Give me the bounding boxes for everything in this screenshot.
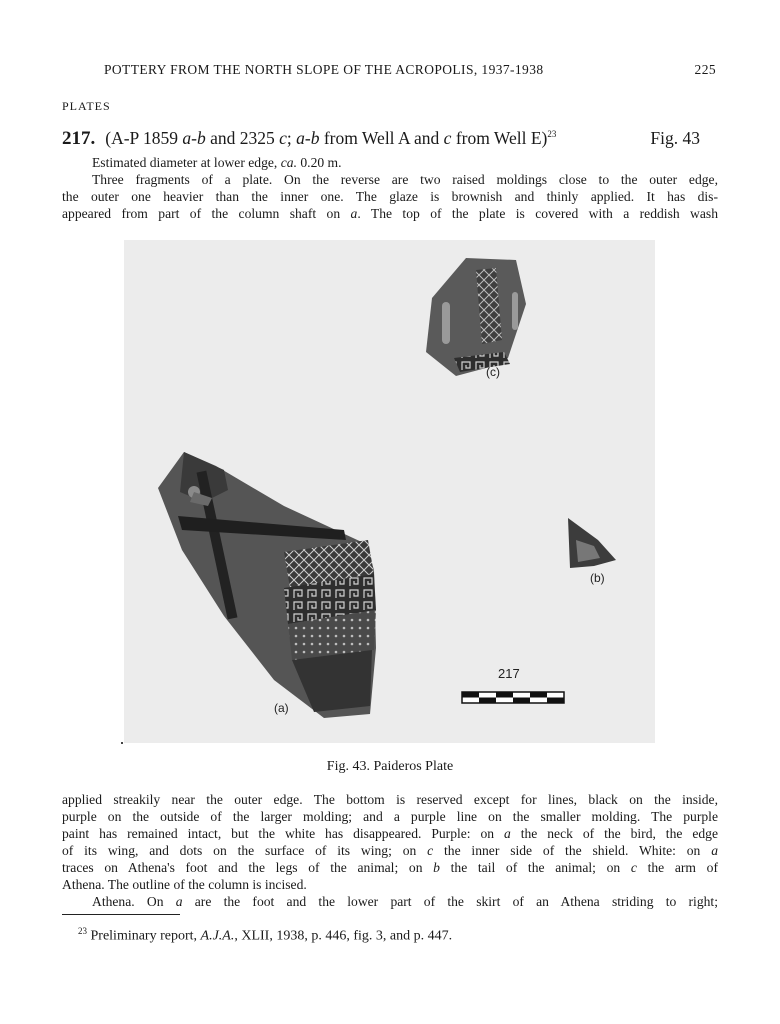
text-italic: c — [427, 843, 434, 858]
figure-photograph — [124, 240, 655, 743]
text-run: Athena. On — [92, 894, 176, 909]
text-line — [62, 842, 718, 859]
text-run: . The top of the plate is covered with a reddish wash — [357, 206, 718, 221]
plate-corner-mark — [121, 742, 123, 744]
footnote-text: , XLII, 1938, p. 446, fig. 3, and p. 447. — [234, 928, 453, 944]
text-italic: a — [504, 826, 511, 841]
fragment-a — [158, 452, 376, 718]
text-run: paint has remained intact, but the white has disappeared. Purple: on — [62, 826, 505, 841]
plate-fragments-photo — [124, 240, 655, 743]
text-run: the neck of the bird, the edge — [510, 826, 718, 841]
footnote-ref[interactable]: 23 — [547, 129, 557, 140]
text-run: the arm of — [636, 860, 718, 875]
label-a: (a) — [274, 701, 289, 715]
text-run: of its wing, and dots on the surface of its wing; on — [62, 843, 428, 858]
text-line: applied streakily near the outer edge. The bottom is reserved except for lines, black on the inside, — [62, 792, 718, 807]
text-italic: a — [711, 843, 718, 858]
label-c: (c) — [486, 365, 500, 379]
text-run: 0.20 m. — [296, 155, 342, 170]
text-italic: c — [630, 860, 637, 875]
section-label: PLATES — [62, 99, 111, 113]
footnote-rule — [62, 914, 180, 915]
footnote-number: 23 — [78, 926, 87, 936]
running-head-title: POTTERY FROM THE NORTH SLOPE OF THE ACROPOLIS, 1937-1938 — [104, 62, 544, 77]
text-italic: a — [350, 206, 358, 221]
heading-part: ; — [286, 128, 297, 148]
text-run: Estimated diameter at lower edge, — [92, 155, 281, 170]
text-line: Three fragments of a plate. On the reverse are two raised moldings close to the outer edge, — [92, 172, 718, 187]
heading-part: from Well A and — [319, 128, 444, 148]
text-line: the outer one heavier than the inner one. The glaze is brownish and thinly applied. It has dis- — [62, 189, 718, 204]
paragraph-description — [62, 154, 718, 222]
label-number: 217 — [498, 666, 520, 681]
footnote-journal: A.J.A. — [200, 928, 235, 944]
footnote-text: Preliminary report, — [87, 928, 201, 944]
text-line — [62, 859, 718, 876]
fragment-b — [568, 518, 616, 568]
running-head — [104, 62, 716, 78]
heading-part: and 2325 — [205, 128, 280, 148]
fragment-c — [426, 258, 526, 376]
text-run: are the foot and the lower part of the skirt of an Athena striding to right; — [182, 894, 718, 909]
heading-part: from Well E) — [451, 128, 548, 148]
text-italic: a — [175, 894, 183, 909]
footnote — [78, 926, 452, 945]
text-italic: ca. — [280, 155, 297, 170]
heading-italic: c — [443, 128, 452, 148]
text-line — [62, 825, 718, 842]
catalogue-entry-heading — [62, 128, 722, 150]
entry-number: 217. — [62, 128, 96, 149]
text-line — [62, 205, 718, 222]
paragraph-description-continued — [62, 791, 718, 910]
text-line: purple on the outside of the larger molding; and a purple line on the smaller molding. The purple — [62, 809, 718, 824]
heading-part: (A-P 1859 — [105, 128, 183, 148]
text-italic: b — [433, 860, 440, 875]
text-line — [62, 893, 718, 910]
text-run: the inner side of the shield. White: on — [433, 843, 712, 858]
figure-caption: Fig. 43. Paideros Plate — [326, 759, 454, 774]
page-number: 225 — [694, 62, 716, 77]
text-line — [62, 154, 718, 171]
label-b: (b) — [590, 571, 605, 585]
figure-reference[interactable]: Fig. 43 — [650, 128, 700, 148]
text-run: traces on Athena's foot and the legs of the animal; on — [62, 860, 434, 875]
text-line: Athena. The outline of the column is incised. — [62, 877, 307, 892]
text-run: appeared from part of the column shaft on — [62, 206, 351, 221]
heading-italic: a-b — [182, 128, 206, 148]
heading-italic: a-b — [296, 128, 320, 148]
scale-bar — [462, 692, 564, 703]
heading-italic: c — [279, 128, 287, 148]
text-run: the tail of the animal; on — [439, 860, 631, 875]
